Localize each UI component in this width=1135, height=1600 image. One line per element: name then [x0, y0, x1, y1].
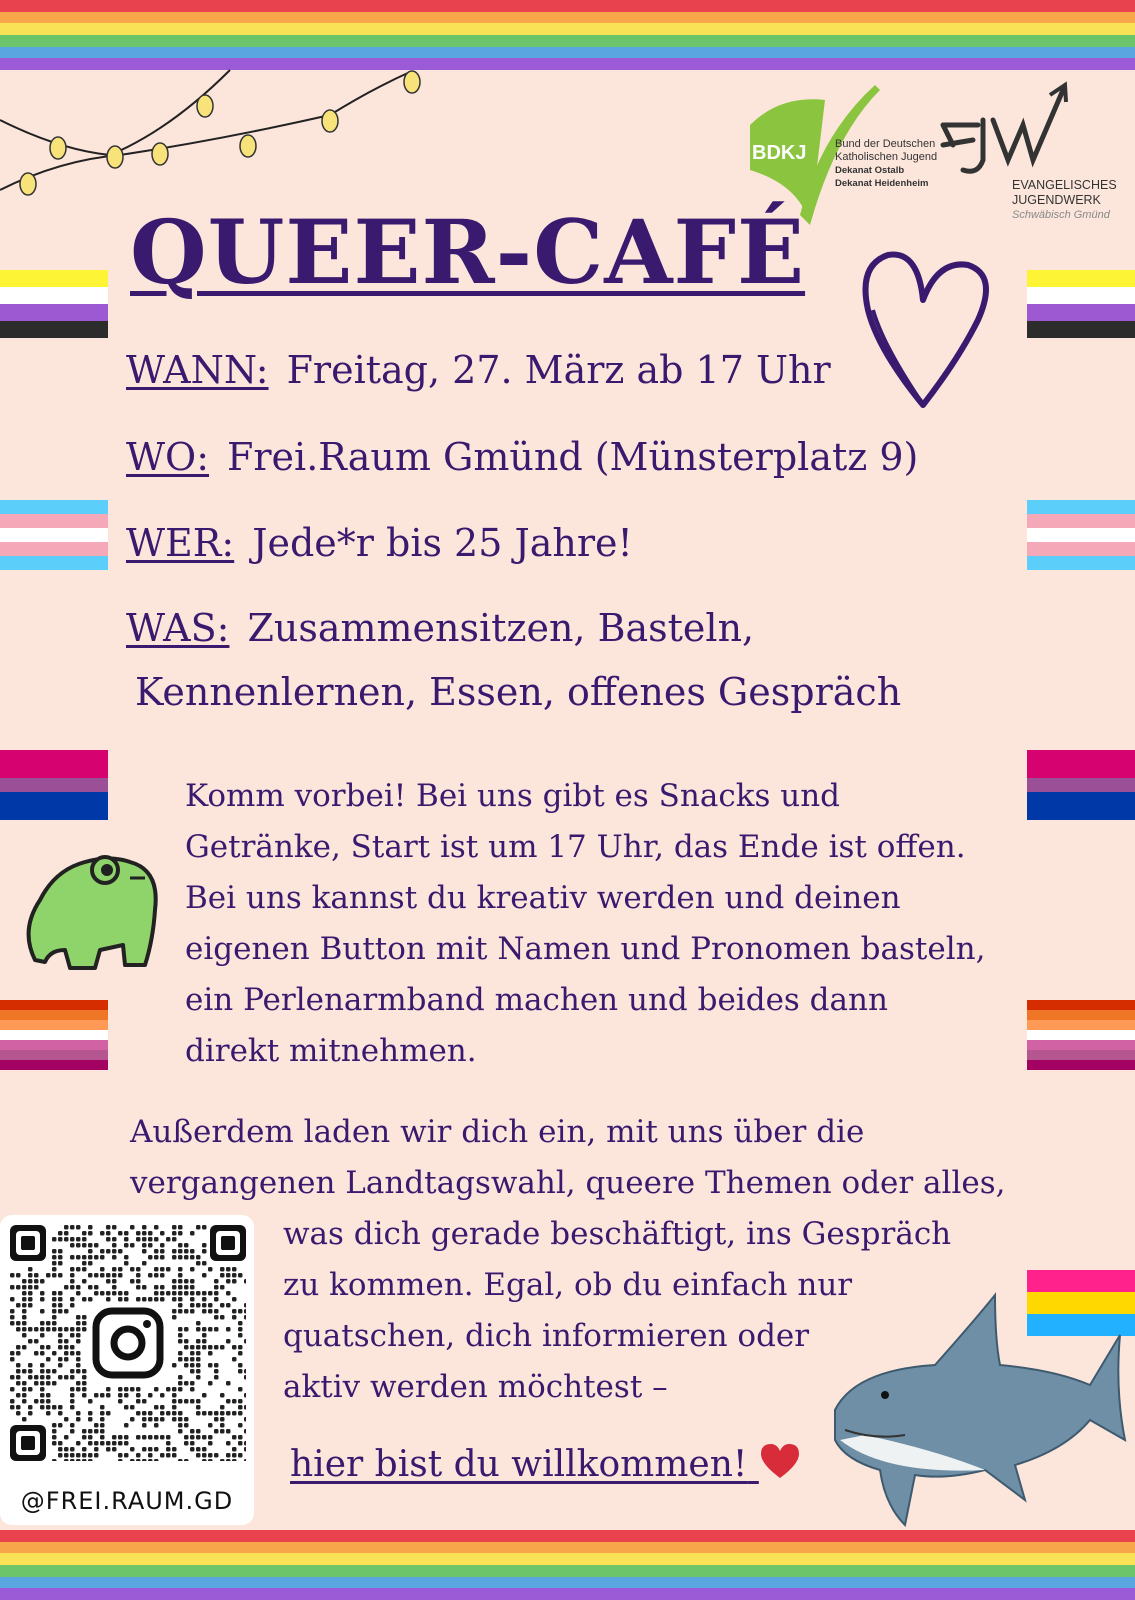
ejw-mark: EJW [938, 80, 941, 81]
trans-flag-right [1027, 500, 1135, 570]
p1-line: eigenen Button mit Namen und Pronomen basteln, [185, 931, 986, 967]
string-lights-icon [0, 60, 440, 210]
lesbian-flag-left [0, 1000, 108, 1070]
p1-line: Bei uns kannst du kreativ werden und deinen [185, 880, 901, 916]
shark-icon [825, 1290, 1130, 1530]
p2-line: zu kommen. Egal, ob du einfach nur [283, 1267, 853, 1303]
paragraph-1 [185, 771, 985, 1077]
nonbinary-flag-left [0, 270, 108, 338]
p1-line: direkt mitnehmen. [185, 1033, 477, 1069]
ejw-text [1012, 178, 1117, 223]
wer-label: WER: [126, 521, 235, 565]
qr-card[interactable] [0, 1215, 254, 1525]
p2-line: quatschen, dich informieren oder [283, 1318, 810, 1354]
wann-value: Freitag, 27. März ab 17 Uhr [286, 348, 831, 392]
bi-flag-right [1027, 750, 1135, 820]
bi-flag-left [0, 750, 108, 820]
ejw-line2: JUGENDWERK [1012, 193, 1101, 207]
info-wann [126, 350, 831, 392]
ejw-line3: Schwäbisch Gmünd [1012, 209, 1110, 221]
qr-code-icon[interactable] [10, 1225, 246, 1461]
bdkj-line4: Dekanat Heidenheim [835, 178, 929, 189]
info-wer [126, 523, 633, 565]
bdkj-line2: Katholischen Jugend [835, 151, 938, 163]
ejw-line1: EVANGELISCHES [1012, 178, 1117, 192]
was-value-line2: Kennenlernen, Essen, offenes Gespräch [135, 670, 902, 714]
p1-line: Getränke, Start ist um 17 Uhr, das Ende ist offen. [185, 829, 966, 865]
p2-line: Außerdem laden wir dich ein, mit uns über die [130, 1114, 865, 1150]
wer-value: Jede*r bis 25 Jahre! [252, 521, 633, 565]
p1-line: ein Perlenarmband machen und beides dann [185, 982, 888, 1018]
wo-value: Frei.Raum Gmünd (Münsterplatz 9) [227, 435, 919, 479]
welcome-line [290, 1442, 801, 1485]
was-label: WAS: [126, 606, 230, 650]
p2-line: was dich gerade beschäftigt, ins Gespräch [283, 1216, 952, 1252]
nonbinary-flag-right [1027, 270, 1135, 338]
page-title: QUEER-CAFÉ [130, 200, 806, 304]
lesbian-flag-right [1027, 1000, 1135, 1070]
p2-line: aktiv werden möchtest – [283, 1369, 668, 1405]
rainbow-border-bottom [0, 1530, 1135, 1600]
info-was [126, 608, 754, 650]
welcome-text: hier bist du willkommen! [290, 1444, 748, 1485]
ejw-logo [938, 80, 1088, 180]
wo-label: WO: [126, 435, 210, 479]
bdkj-text [835, 138, 937, 190]
bdkj-line3: Dekanat Ostalb [835, 165, 905, 176]
bdkj-line1: Bund der Deutschen [835, 138, 936, 150]
p2-line: vergangenen Landtagswahl, queere Themen oder alles, [130, 1165, 1006, 1201]
info-wo [126, 437, 918, 479]
red-heart-icon [759, 1442, 801, 1480]
heart-outline-icon [858, 240, 998, 415]
frog-icon [15, 850, 165, 975]
was-value-line1: Zusammensitzen, Basteln, [247, 606, 755, 650]
p1-line: Komm vorbei! Bei uns gibt es Snacks und [185, 778, 841, 814]
wann-label: WANN: [126, 348, 269, 392]
trans-flag-left [0, 500, 108, 570]
bdkj-mark: BDKJ [752, 142, 807, 164]
instagram-handle: @FREI.RAUM.GD [20, 1487, 234, 1515]
